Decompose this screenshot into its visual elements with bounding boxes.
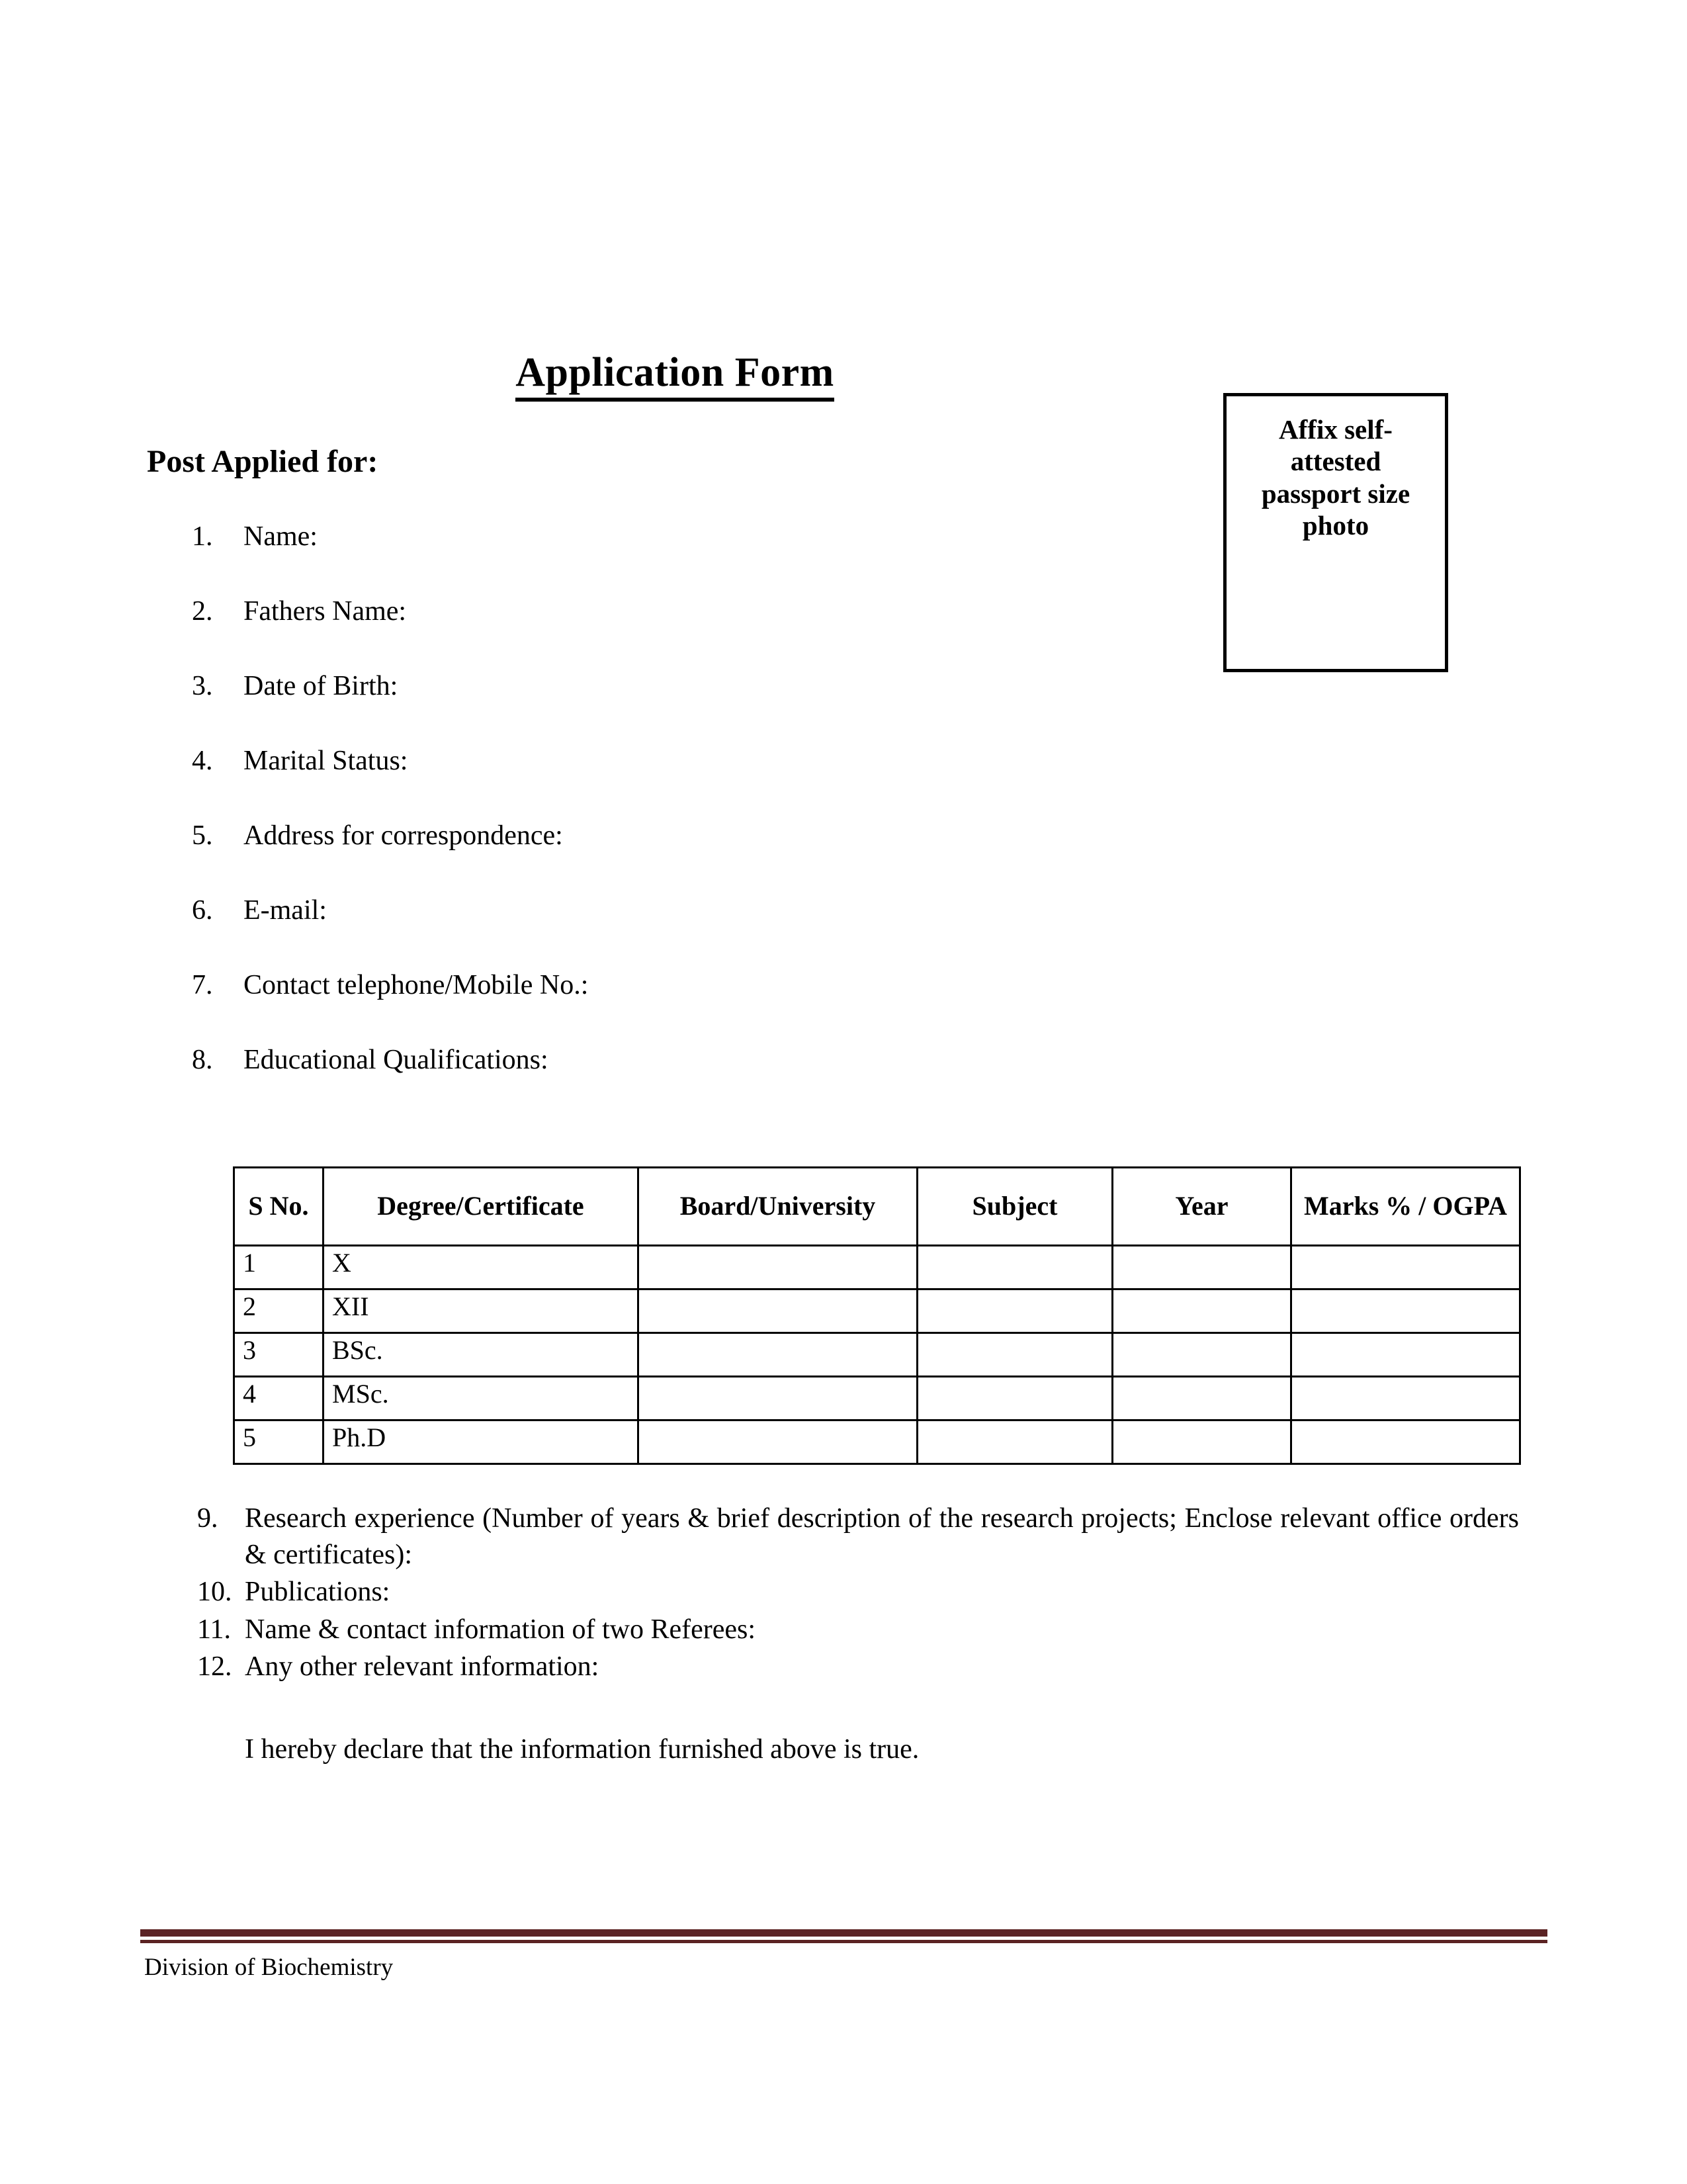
footer-divider-thick-bar [140,1929,1547,1937]
list-item-number: 8. [192,1045,213,1075]
list-item-label: Marital Status: [243,746,408,776]
educational-qualifications-table [233,1166,1521,1465]
applicant-details-list [192,523,1184,1121]
cell-board[interactable] [638,1377,918,1420]
list-item-number: 4. [192,746,213,776]
list-item [192,822,1184,850]
list-item [192,1046,1184,1074]
list-item [192,523,1184,550]
table-row [234,1289,1520,1333]
list-item [197,1612,1519,1648]
cell-sno: 1 [234,1246,324,1289]
page-title-text: Application Form [515,349,834,402]
table-header-row [234,1168,1520,1246]
cell-marks[interactable] [1291,1377,1520,1420]
cell-marks[interactable] [1291,1333,1520,1377]
table-header-degree: Degree/Certificate [324,1168,638,1246]
additional-details-list [197,1501,1519,1686]
cell-degree[interactable]: XII [324,1289,638,1333]
list-item-label: Educational Qualifications: [243,1045,548,1075]
list-item-label: Name & contact information of two Referees: [245,1614,756,1645]
cell-marks[interactable] [1291,1246,1520,1289]
list-item [192,971,1184,999]
cell-subject[interactable] [918,1420,1113,1464]
table-header-sno: S No. [234,1168,324,1246]
passport-photo-instruction: Affix self-attested passport size photo [1261,414,1410,541]
list-item [192,672,1184,700]
cell-degree[interactable]: MSc. [324,1377,638,1420]
list-item-label: Research experience (Number of years & brief description of the research projects; Enclose relevant office orders & certificates): [245,1503,1519,1570]
declaration-text: I hereby declare that the information furnished above is true. [245,1734,920,1765]
list-item [197,1649,1519,1685]
cell-board[interactable] [638,1420,918,1464]
footer-divider [140,1929,1547,1943]
table-row [234,1420,1520,1464]
cell-subject[interactable] [918,1246,1113,1289]
list-item-label: Contact telephone/Mobile No.: [243,970,589,1000]
cell-board[interactable] [638,1246,918,1289]
list-item-label: Date of Birth: [243,671,398,701]
cell-year[interactable] [1113,1246,1291,1289]
table-row [234,1377,1520,1420]
list-item-label: Any other relevant information: [245,1651,599,1682]
cell-marks[interactable] [1291,1420,1520,1464]
cell-year[interactable] [1113,1377,1291,1420]
post-applied-for-label: Post Applied for: [147,444,378,479]
list-item-label: Name: [243,521,318,552]
cell-sno: 3 [234,1333,324,1377]
list-item-label: Fathers Name: [243,596,407,627]
table-header-board: Board/University [638,1168,918,1246]
list-item-number: 12. [197,1651,232,1682]
cell-sno: 5 [234,1420,324,1464]
list-item-number: 11. [197,1614,231,1645]
list-item-number: 3. [192,671,213,701]
cell-subject[interactable] [918,1289,1113,1333]
cell-subject[interactable] [918,1333,1113,1377]
cell-year[interactable] [1113,1420,1291,1464]
cell-year[interactable] [1113,1289,1291,1333]
cell-sno: 2 [234,1289,324,1333]
cell-degree[interactable]: BSc. [324,1333,638,1377]
footer-department-label: Division of Biochemistry [144,1954,394,1981]
cell-board[interactable] [638,1289,918,1333]
list-item-label: Address for correspondence: [243,820,563,851]
list-item [192,597,1184,625]
list-item-label: Publications: [245,1577,390,1608]
list-item [197,1501,1519,1573]
list-item [192,747,1184,775]
list-item-number: 2. [192,596,213,627]
table-header-year: Year [1113,1168,1291,1246]
table-row [234,1246,1520,1289]
list-item [192,896,1184,924]
table-header-marks: Marks % / OGPA [1291,1168,1520,1246]
list-item-number: 1. [192,521,213,552]
cell-degree[interactable]: X [324,1246,638,1289]
list-item-number: 7. [192,970,213,1000]
list-item [197,1574,1519,1610]
cell-marks[interactable] [1291,1289,1520,1333]
list-item-number: 10. [197,1577,232,1608]
table-row [234,1333,1520,1377]
list-item-number: 6. [192,895,213,926]
cell-year[interactable] [1113,1333,1291,1377]
list-item-number: 9. [197,1503,218,1534]
passport-photo-box [1223,393,1448,672]
cell-board[interactable] [638,1333,918,1377]
cell-degree[interactable]: Ph.D [324,1420,638,1464]
list-item-number: 5. [192,820,213,851]
list-item-label: E-mail: [243,895,327,926]
cell-sno: 4 [234,1377,324,1420]
cell-subject[interactable] [918,1377,1113,1420]
table-header-subject: Subject [918,1168,1113,1246]
footer-divider-thin-bar [140,1940,1547,1943]
